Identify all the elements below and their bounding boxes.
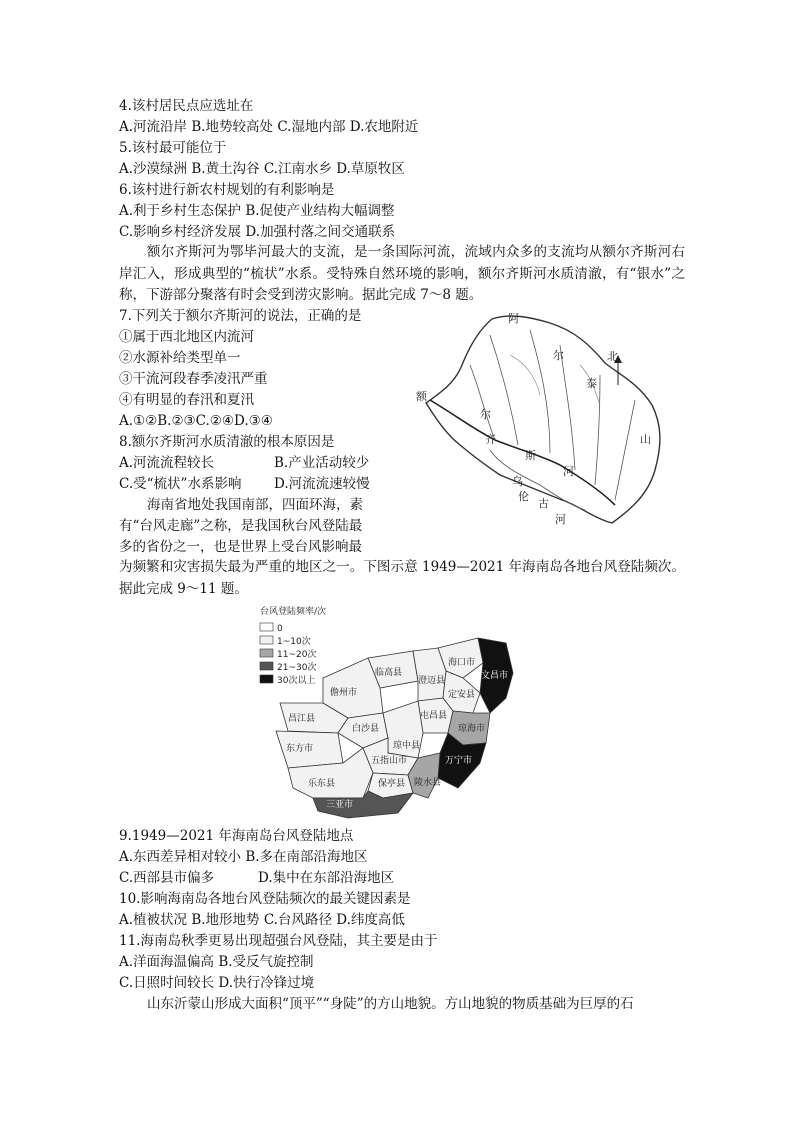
tributary: [510, 355, 540, 395]
passage-hainan-line1: 海南省地处我国南部，四面环海，素: [147, 497, 363, 513]
label-chengmai: 澄迈县: [418, 676, 446, 686]
hainan-typhoon-map: [260, 603, 523, 810]
tributary: [615, 400, 635, 500]
legend-title: 台风登陆频率/次: [260, 607, 327, 617]
legend-label-2: 11~20次: [277, 650, 317, 660]
label-wanning: 万宁市: [445, 756, 473, 766]
q7-stem: 7.下列关于额尔齐斯河的说法，正确的是: [119, 308, 362, 324]
passage-yimeng: 山东沂蒙山形成大面积“顶平”“身陡”的方山地貌。方山地貌的物质基础为巨厚的石: [147, 996, 634, 1012]
label-er: 尔: [553, 349, 564, 362]
q4-stem: 4.该村居民点应选址在: [119, 98, 254, 114]
label-er2: 尔: [480, 408, 491, 421]
tributary: [530, 330, 550, 453]
label-danzhou: 儋州市: [330, 688, 358, 698]
label-lingshui: 陵水县: [414, 778, 442, 788]
label-si: 斯: [525, 449, 536, 462]
label-qionghai: 琼海市: [458, 724, 486, 734]
region-chengmai: [413, 648, 446, 701]
label-tai: 泰: [586, 377, 597, 390]
label-baisha: 白沙县: [352, 724, 380, 734]
q7-statement-4: ④有明显的春汛和夏汛: [119, 392, 254, 408]
legend-label-1: 1~10次: [277, 637, 311, 647]
legend-swatch-4: [260, 675, 273, 683]
legend-swatch-1: [260, 636, 273, 644]
label-wu: 乌: [512, 475, 523, 488]
q6-stem: 6.该村进行新农村规划的有利影响是: [119, 182, 335, 198]
legend-label-3: 21~30次: [277, 663, 317, 673]
legend-swatch-3: [260, 662, 273, 670]
q7-statement-1: ①属于西北地区内流河: [119, 329, 254, 345]
label-shan: 山: [640, 433, 651, 446]
north-arrow: [607, 350, 622, 385]
label-wuzhishan: 五指山市: [371, 756, 408, 766]
tributary: [470, 365, 495, 440]
q10-options: A.植被状况 B.地形地势 C.台风路径 D.纬度高低: [119, 912, 405, 928]
label-wenchang: 文昌市: [481, 671, 509, 681]
q11-options-cd: C.日照时间较长 D.快行冷锋过境: [119, 975, 315, 991]
q8-option-d: D.河流流速较慢: [274, 476, 370, 492]
tributary: [595, 375, 600, 485]
label-changjiang: 昌江县: [288, 714, 316, 724]
label-lingao: 临高县: [375, 668, 403, 678]
q9-option-c: C.西部县市偏多: [119, 870, 215, 886]
q9-option-d: D.集中在东部沿海地区: [258, 870, 395, 886]
label-qiongzhong: 琼中县: [393, 741, 421, 751]
north-label: 北: [607, 350, 618, 363]
q5-options: A.沙漠绿洲 B.黄土沟谷 C.江南水乡 D.草原牧区: [119, 161, 405, 177]
q8-stem: 8.额尔齐斯河水质清澈的根本原因是: [119, 434, 335, 450]
legend-swatch-0: [260, 623, 273, 631]
label-e: 额: [416, 390, 427, 403]
legend: [260, 605, 326, 686]
label-tunchang: 屯昌县: [420, 711, 448, 721]
q6-options-ab: A.利于乡村生态保护 B.促使产业结构大幅调整: [119, 203, 395, 219]
legend-label-0: 0: [277, 624, 283, 634]
passage-hainan-line2: 有“台风走廊”之称，是我国秋台风登陆最: [119, 518, 363, 534]
label-lun: 伦: [518, 490, 529, 503]
q11-stem: 11.海南岛秋季更易出现超强台风登陆，其主要是由于: [119, 933, 438, 949]
q7-statement-2: ②水源补给类型单一: [119, 350, 241, 366]
erqis-river-map: [400, 305, 690, 535]
label-he2: 河: [555, 513, 566, 526]
q9-stem: 9.1949—2021 年海南岛台风登陆地点: [119, 828, 354, 844]
q7-statement-3: ③干流河段春季凌汛严重: [119, 371, 268, 387]
q6-options-cd: C.影响乡村经济发展 D.加强村落之间交通联系: [119, 224, 396, 240]
q4-options: A.河流沿岸 B.地势较高处 C.湿地内部 D.农地附近: [119, 119, 419, 135]
label-sanya: 三亚市: [326, 800, 354, 810]
legend-swatch-2: [260, 649, 273, 657]
q8-option-c: C.受“梳状”水系影响: [119, 476, 242, 492]
label-haikou: 海口市: [448, 658, 476, 668]
q8-option-b: B.产业活动较少: [274, 455, 370, 471]
label-baoting: 保亭县: [378, 779, 406, 789]
label-dingan: 定安县: [448, 690, 476, 700]
tributary: [560, 345, 575, 470]
q10-stem: 10.影响海南岛各地台风登陆频次的最关键因素是: [119, 891, 411, 907]
q9-options-ab: A.东西差异相对较小 B.多在南部沿海地区: [119, 849, 368, 865]
label-ledong: 乐东县: [308, 779, 336, 789]
q7-options: A.①②B.②③C.②④D.③④: [119, 413, 273, 429]
label-qi: 齐: [485, 433, 496, 446]
label-a: 阿: [508, 312, 519, 325]
legend-label-4: 30次以上: [277, 676, 316, 686]
label-he: 河: [563, 465, 574, 478]
tributary: [490, 335, 518, 445]
label-gu: 古: [538, 497, 549, 510]
label-dongfang: 东方市: [286, 744, 314, 754]
q11-options-ab: A.洋面海温偏高 B.受反气旋控制: [119, 954, 314, 970]
q5-stem: 5.该村最可能位于: [119, 140, 227, 156]
passage-hainan-rest: 为频繁和灾害损失最为严重的地区之一。下图示意 1949—2021 年海南岛各地台风登陆频次。据此完成 9～11 题。: [119, 559, 685, 597]
passage-hainan-line3: 多的省份之一，也是世界上受台风影响最: [119, 539, 362, 555]
q8-option-a: A.河流流程较长: [119, 455, 215, 471]
passage-erqis: 额尔齐斯河为鄂毕河最大的支流，是一条国际河流，流域内众多的支流均从额尔齐斯河右岸汇入，形成典型的“梳状”水系。受特殊自然环境的影响，额尔齐斯河水质清澈，有“银水”之称，下游部分聚落有时会受到涝灾影响。据此完成 7～8 题。: [119, 244, 685, 303]
